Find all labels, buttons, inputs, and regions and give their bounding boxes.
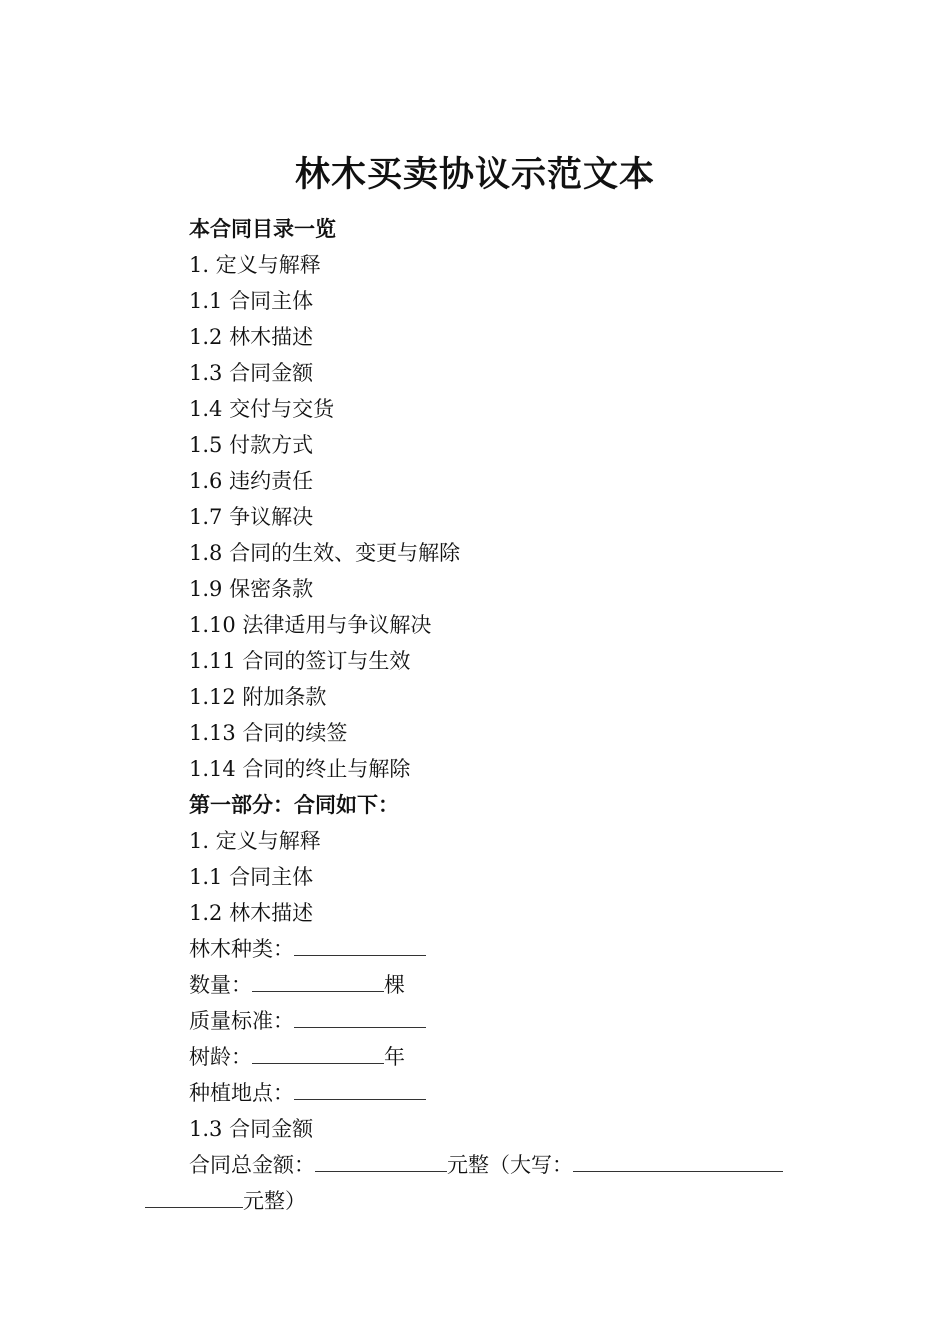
total-amount-field — [189, 1147, 783, 1183]
document-title: 林木买卖协议示范文本 — [294, 155, 655, 195]
section-contract-amount: 1.3 合同金额 — [189, 1117, 314, 1141]
total-amount-continuation — [145, 1183, 306, 1219]
toc-item: 1.10 法律适用与争议解决 — [189, 613, 432, 637]
toc-heading: 本合同目录一览 — [189, 217, 336, 241]
age-label: 树龄： — [189, 1045, 252, 1069]
section-timber-description: 1.2 林木描述 — [189, 901, 314, 925]
toc-item: 1.7 争议解决 — [189, 505, 314, 529]
toc-item: 1.1 合同主体 — [189, 289, 314, 313]
toc-item: 1.14 合同的终止与解除 — [189, 757, 411, 781]
species-label: 林木种类： — [189, 937, 294, 961]
total-amount-blank[interactable] — [315, 1149, 447, 1172]
species-blank[interactable] — [294, 933, 426, 956]
total-amount-words-blank-cont[interactable] — [145, 1185, 243, 1208]
age-blank[interactable] — [252, 1041, 384, 1064]
toc-item: 1.5 付款方式 — [189, 433, 314, 457]
toc-item: 1.11 合同的签订与生效 — [189, 649, 411, 673]
toc-item: 1.2 林木描述 — [189, 325, 314, 349]
age-unit: 年 — [384, 1045, 405, 1069]
quantity-unit: 棵 — [384, 973, 405, 997]
total-amount-words-blank[interactable] — [573, 1149, 783, 1172]
age-field — [189, 1039, 405, 1075]
total-end: 元整） — [243, 1189, 306, 1213]
toc-item: 1.6 违约责任 — [189, 469, 314, 493]
location-field — [189, 1075, 426, 1111]
toc-item: 1. 定义与解释 — [189, 253, 321, 277]
quantity-blank[interactable] — [252, 969, 384, 992]
toc-item: 1.8 合同的生效、变更与解除 — [189, 541, 461, 565]
section-definitions: 1. 定义与解释 — [189, 829, 321, 853]
part1-heading: 第一部分：合同如下： — [189, 793, 399, 817]
total-label: 合同总金额： — [189, 1153, 315, 1177]
location-blank[interactable] — [294, 1077, 426, 1100]
toc-item: 1.12 附加条款 — [189, 685, 327, 709]
total-unit: 元整（大写： — [447, 1153, 573, 1177]
quantity-field — [189, 967, 405, 1003]
toc-item: 1.3 合同金额 — [189, 361, 314, 385]
quality-field — [189, 1003, 426, 1039]
location-label: 种植地点： — [189, 1081, 294, 1105]
toc-item: 1.4 交付与交货 — [189, 397, 335, 421]
quantity-label: 数量： — [189, 973, 252, 997]
toc-item: 1.9 保密条款 — [189, 577, 314, 601]
quality-blank[interactable] — [294, 1005, 426, 1028]
section-parties: 1.1 合同主体 — [189, 865, 314, 889]
species-field — [189, 931, 426, 967]
quality-label: 质量标准： — [189, 1009, 294, 1033]
toc-item: 1.13 合同的续签 — [189, 721, 348, 745]
